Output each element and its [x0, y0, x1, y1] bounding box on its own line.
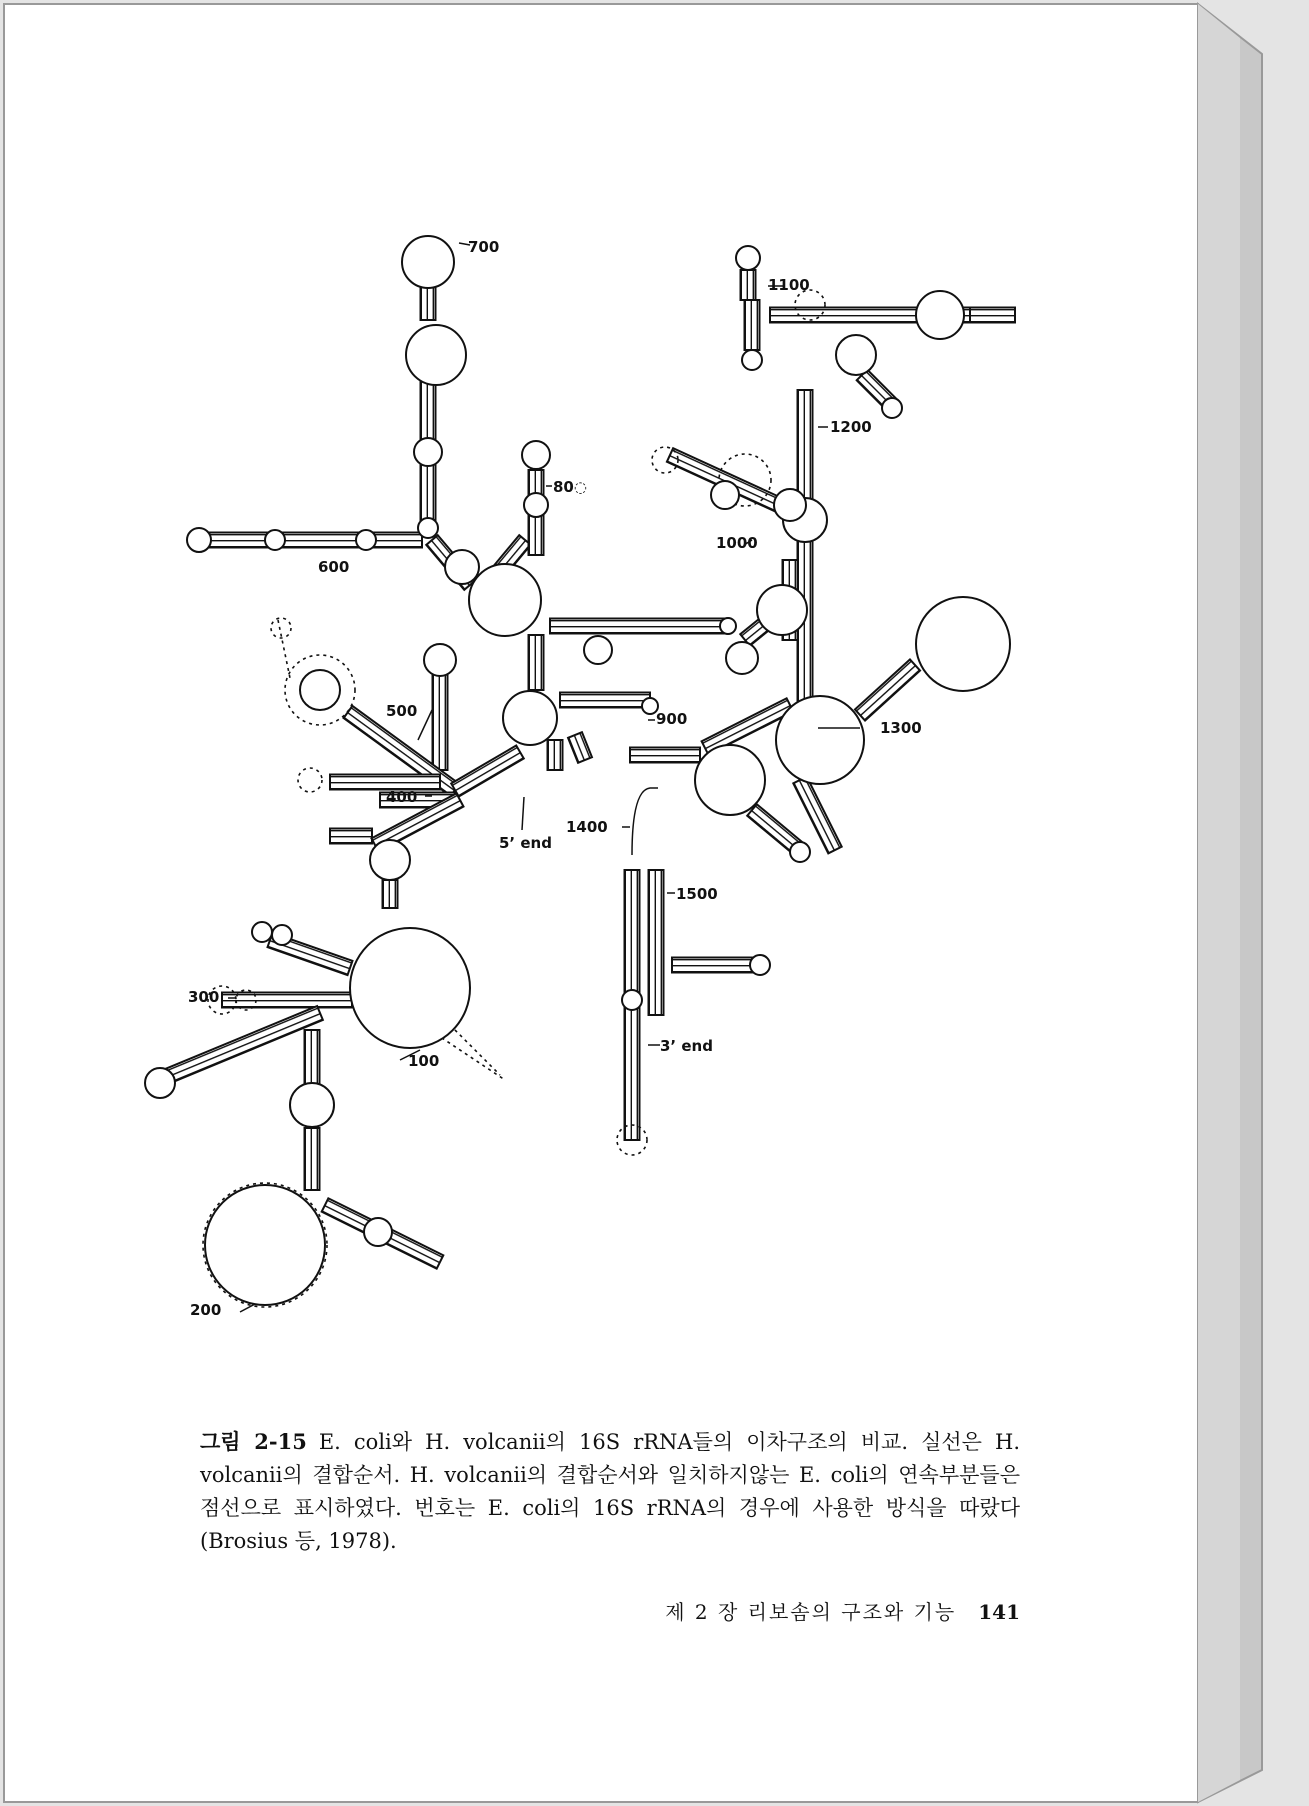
loop-41 [750, 955, 770, 975]
dotted-segment-2 [278, 620, 290, 678]
loop-40 [622, 990, 642, 1010]
label-900: 900 [656, 710, 688, 728]
label-1000: 1000 [716, 534, 758, 552]
loop-38 [836, 335, 876, 375]
leader-line-3-end-turn [632, 788, 658, 855]
label-200: 200 [190, 1301, 222, 1319]
helix-stem-5 [205, 533, 422, 548]
label-400: 400 [386, 788, 418, 806]
helix-stem-39 [770, 308, 1000, 323]
label-1300: 1300 [880, 719, 922, 737]
helix-stem-40 [970, 308, 1015, 323]
loop-33 [757, 585, 807, 635]
helix-stem-26 [305, 1128, 320, 1190]
loop-5 [187, 528, 211, 552]
helix-stem-10 [529, 635, 544, 690]
loop-19 [350, 928, 470, 1048]
loop-21 [272, 925, 292, 945]
loop-32 [711, 481, 739, 509]
helix-stem-44 [672, 958, 755, 973]
loop-1 [402, 236, 454, 288]
helix-stem-24 [160, 1006, 323, 1085]
loop-16 [424, 644, 456, 676]
helix-stem-21 [383, 880, 398, 908]
helix-stem-23 [222, 993, 352, 1008]
loop-3 [414, 438, 442, 466]
loop-29 [916, 597, 1010, 691]
helix-stem-28 [630, 748, 700, 763]
loop-18 [370, 840, 410, 880]
loop-34 [726, 642, 758, 674]
label-1100: 1100 [768, 276, 810, 294]
loop-11 [524, 493, 548, 517]
helix-stem-3 [421, 380, 436, 440]
loop-39 [882, 398, 902, 418]
helix-stem-11 [560, 693, 650, 708]
loop-6 [265, 530, 285, 550]
label-1400: 1400 [566, 818, 608, 836]
helix-stem-33 [798, 390, 813, 705]
loop-20 [252, 922, 272, 942]
helix-stem-32 [855, 659, 920, 720]
label-700: 700 [468, 238, 500, 256]
loop-10 [522, 441, 550, 469]
helix-stem-38 [745, 300, 760, 350]
loop-26 [695, 745, 765, 815]
helix-stem-25 [305, 1030, 320, 1090]
loop-28 [790, 842, 810, 862]
label-100: 100 [408, 1052, 440, 1070]
leader-line-15 [418, 710, 432, 740]
chapter-title: 제 2 장 리보솜의 구조와 기능 [665, 1600, 957, 1624]
helix-stem-4 [421, 462, 436, 520]
label-3-end: 3’ end [660, 1037, 713, 1055]
helix-stem-14 [433, 665, 448, 770]
running-footer [610, 1596, 1020, 1625]
loop-35 [736, 246, 760, 270]
loop-17 [300, 670, 340, 710]
label-600: 600 [318, 558, 350, 576]
helix-stem-37 [741, 270, 756, 300]
helix-stem-43 [649, 870, 664, 1015]
helix-stem-17 [451, 746, 524, 797]
label-800: 80◌ [553, 478, 587, 496]
loop-23 [290, 1083, 334, 1127]
helix-stem-9 [550, 619, 728, 634]
label-5-end: 5’ end [499, 834, 552, 852]
loop-14 [503, 691, 557, 745]
helix-stems [160, 270, 1015, 1269]
dotted-loop-4 [298, 768, 322, 792]
label-1500: 1500 [676, 885, 718, 903]
leader-line-5 [522, 797, 524, 830]
helix-stem-13 [568, 732, 592, 763]
caption-text: E. coli와 H. volcanii의 16S rRNA들의 이차구조의 비교. 실선은 H. volcanii의 결합순서. H. volcanii의 결합순서와 일치하지않는 E. coli의 연속부분들은 점선으로 표시하였다. 번호는 E. coli의 16S rRNA의 경우에 사용한 방식을 따랐다 (Brosius 등, 1978). [200, 1430, 1020, 1553]
loop-36 [742, 350, 762, 370]
figure-caption [200, 1425, 1020, 1558]
loop-31 [774, 489, 806, 521]
loop-4 [418, 518, 438, 538]
loop-12 [584, 636, 612, 664]
loop-37 [916, 291, 964, 339]
loop-8 [445, 550, 479, 584]
helix-stem-16 [330, 775, 440, 790]
loop-7 [356, 530, 376, 550]
loop-2 [406, 325, 466, 385]
helix-stem-12 [548, 740, 563, 770]
page-number: 141 [978, 1600, 1020, 1624]
loop-9 [469, 564, 541, 636]
figure-number: 그림 2-15 [200, 1429, 307, 1454]
loop-25 [364, 1218, 392, 1246]
loop-22 [145, 1068, 175, 1098]
label-1200: 1200 [830, 418, 872, 436]
loop-24 [205, 1185, 325, 1305]
label-500: 500 [386, 702, 418, 720]
loop-13 [720, 618, 736, 634]
label-300: 300 [188, 988, 220, 1006]
loop-27 [776, 696, 864, 784]
helix-stem-19 [330, 829, 372, 844]
